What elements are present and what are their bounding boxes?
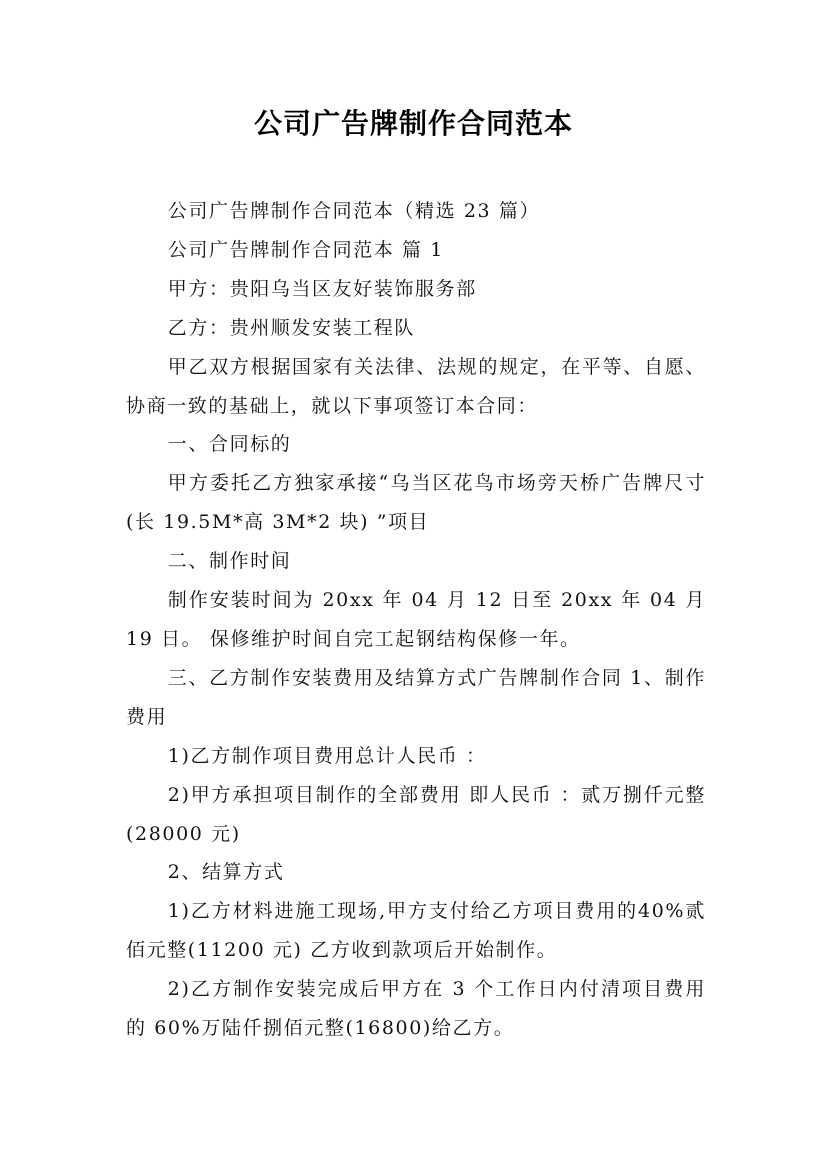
paragraph-party-a: 甲方：贵阳乌当区友好装饰服务部 <box>167 277 477 300</box>
paragraph-subject: 甲方委托乙方独家承接“乌当区花鸟市场旁天桥广告牌尺寸(长 19.5M*高 3M*2 块) ”项目 <box>126 472 706 534</box>
paragraph-settlement-1: 1)乙方材料进施工现场,甲方支付给乙方项目费用的40%贰佰元整(11200 元) 乙方收到款项后开始制作。 <box>126 900 706 962</box>
section-heading-settlement: 2、结算方式 <box>167 861 285 884</box>
paragraph-heading-selection: 公司广告牌制作合同范本（精选 23 篇） <box>167 200 541 222</box>
paragraph-fee-2: 2)甲方承担项目制作的全部费用 即人民币 ：贰万捌仟元整(28000 元) <box>126 783 706 845</box>
section-heading-subject: 一、合同标的 <box>167 433 292 456</box>
document-title: 公司广告牌制作合同范本 <box>253 107 573 140</box>
paragraph-settlement-2: 2)乙方制作安装完成后甲方在 3 个工作日内付清项目费用的 60%万陆仟捌佰元整(16800)给乙方。 <box>126 978 706 1040</box>
paragraph-party-b: 乙方：贵州顺发安装工程队 <box>167 316 415 339</box>
section-heading-schedule: 二、制作时间 <box>167 550 292 573</box>
document-body <box>126 192 706 1048</box>
paragraph-preamble: 甲乙双方根据国家有关法律、法规的规定，在平等、自愿、协商一致的基础上，就以下事项签订本合同： <box>126 355 706 417</box>
paragraph-fee-1: 1)乙方制作项目费用总计人民币 ： <box>167 744 487 767</box>
paragraph-schedule: 制作安装时间为 20xx 年 04 月 12 日至 20xx 年 04 月 19 日。 保修维护时间自完工起钢结构保修一年。 <box>126 589 706 650</box>
section-heading-fees: 三、乙方制作安装费用及结算方式广告牌制作合同 1、制作费用 <box>126 666 706 728</box>
paragraph-article-number: 公司广告牌制作合同范本 篇 1 <box>167 238 444 261</box>
